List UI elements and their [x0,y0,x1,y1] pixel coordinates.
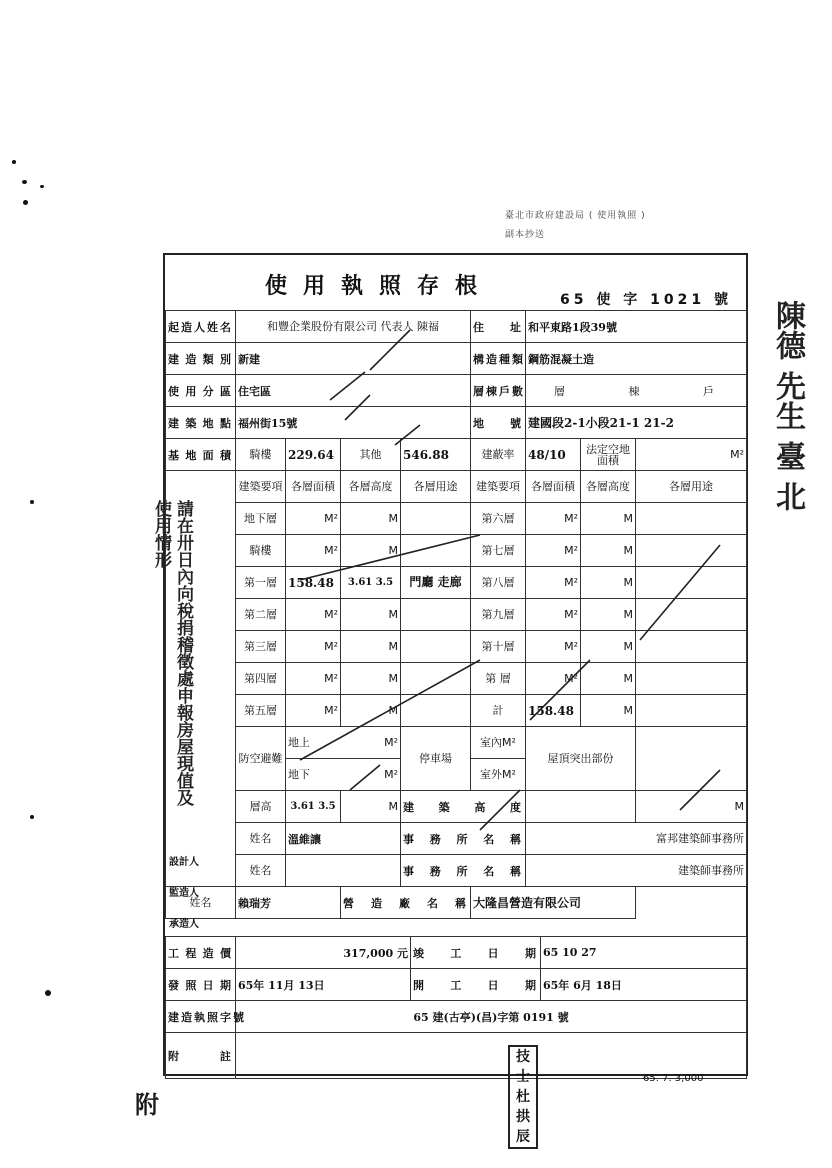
first-floor-height: 3.61 3.5 [341,567,401,599]
height-unit: M [581,695,636,727]
shelter-label: 防空避難 [236,727,286,791]
total-area: 158.48 [526,695,581,727]
area-unit: M² [286,503,341,535]
contractor-firm-label: 營造廠名稱 [341,887,471,919]
start-value: 65年 6月 18日 [541,969,747,1001]
building-type-value: 新建 [236,343,471,375]
col-area-right: 各層面積 [526,471,581,503]
address-label: 住址 [471,311,526,343]
row-label-left: 第四層 [236,663,286,695]
address-value: 和平東路1段39號 [526,311,747,343]
doc-number: 65 使 字 1021 號 [560,292,732,308]
stroke [640,545,720,640]
col-items-right: 建築要項 [471,471,526,503]
roof-label: 屋頂突出部份 [526,727,636,791]
height-unit: M [581,599,636,631]
right-margin-note: 陳德 先生 臺 北 [770,300,805,512]
left-margin-note: 請在卅日內向稅捐稽徵處申報房屋現值及使用情形 [151,500,193,806]
col-height-left: 各層高度 [341,471,401,503]
supervisor-office-label: 事務所名稱 [401,855,526,887]
form-title: 使用執照存根 [265,273,494,299]
coverage-value: 48/10 [526,439,581,471]
area-label: 基地面積 [166,439,236,471]
cost-value: 317,000 [343,946,394,960]
story-height-label: 層高 [236,791,286,823]
area-unit: M² [286,663,341,695]
area-unit: M² [526,663,581,695]
area-unit: M² [526,599,581,631]
stamp-line-2: 副本抄送 [505,230,546,240]
height-unit: M [581,567,636,599]
row-label-left: 第五層 [236,695,286,727]
lot-value: 建國段2-1小段21-1 21-2 [526,407,747,439]
stroke [300,535,480,580]
col-use-left: 各層用途 [401,471,471,503]
site-value: 福州街15號 [236,407,471,439]
indoor-unit: M² [502,736,516,749]
below-unit: M² [384,768,398,781]
building-type-label: 建造類別 [166,343,236,375]
area-unit: M² [286,695,341,727]
floors-value: 層 棟 戶 [526,375,747,407]
supervisor-name-label: 姓名 [236,855,286,887]
row-label-right: 第 層 [471,663,526,695]
first-floor-use: 門廳 走廊 [401,567,471,599]
col-area-left: 各層面積 [286,471,341,503]
above-unit: M² [384,736,398,749]
height-unit: M [341,503,401,535]
designer-label: 設計人 [169,857,199,868]
print-mark: 65. 7. 3,000 [643,1073,704,1084]
height-unit: M [581,535,636,567]
row-label-right: 第七層 [471,535,526,567]
parking-label: 停車場 [401,727,471,791]
complete-label: 竣工日期 [411,937,541,969]
building-height-unit: M [636,791,747,823]
arcade-label: 騎樓 [236,439,286,471]
contractor-label: 承造人 [169,919,199,930]
height-unit: M [341,535,401,567]
bottom-left-mark: 附 [135,1090,159,1119]
story-height-unit: M [341,791,401,823]
designer-office: 富邦建築師事務所 [526,823,747,855]
stroke [480,790,520,830]
row-label-right: 第六層 [471,503,526,535]
stroke [395,425,420,445]
stroke [680,770,720,810]
stroke [330,372,365,400]
designer-name-label: 姓名 [236,823,286,855]
structure-label: 構造種類 [471,343,526,375]
coverage-label: 建蔽率 [471,439,526,471]
contractor-name-label: 姓名 [166,887,236,919]
permit-label: 建造執照字號 [166,1001,236,1033]
stroke [370,330,410,370]
area-unit: M² [286,631,341,663]
row-label-left: 第二層 [236,599,286,631]
building-height-label: 建築高度 [401,791,526,823]
above-label: 地上 [288,736,310,749]
outdoor-label: 室外 [480,768,503,781]
inspector-stamp: 技士 杜拱辰 [508,1045,538,1149]
height-unit: M [341,663,401,695]
area-unit: M² [286,599,341,631]
zone-value: 住宅區 [236,375,471,407]
complete-value: 65 10 27 [541,937,747,969]
row-label-right: 第八層 [471,567,526,599]
height-unit: M [341,631,401,663]
row-label-right: 計 [471,695,526,727]
row-label-right: 第十層 [471,631,526,663]
floors-label: 層棟戶數 [471,375,526,407]
permit-value: 65 建(古亭)(昌)字第 0191 號 [236,1001,747,1033]
applicant-value: 和豐企業股份有限公司 代表人 陳福 [236,311,471,343]
col-use-right: 各層用途 [636,471,747,503]
stroke [345,395,370,420]
stroke [300,660,480,760]
legal-space-label: 法定空地面積 [581,439,636,471]
area-unit: M² [286,535,341,567]
arcade-value: 229.64 [286,439,341,471]
supervisor-office: 建築師事務所 [526,855,747,887]
other-label: 其他 [341,439,401,471]
first-floor-area: 158.48 [286,567,341,599]
zone-label: 使用分區 [166,375,236,407]
col-height-right: 各層高度 [581,471,636,503]
legal-space-unit: M² [636,439,747,471]
area-unit: M² [526,631,581,663]
site-label: 建築地點 [166,407,236,439]
height-unit: M [341,695,401,727]
height-unit: M [581,631,636,663]
cost-unit: 元 [397,946,408,960]
start-label: 開工日期 [411,969,541,1001]
story-height-value: 3.61 3.5 [286,791,341,823]
row-label-left: 地下層 [236,503,286,535]
stroke [350,765,380,790]
issue-label: 發照日期 [166,969,236,1001]
height-unit: M [581,663,636,695]
other-value: 546.88 [401,439,471,471]
area-unit: M² [526,503,581,535]
cost-label: 工程造價 [166,937,236,969]
row-label-left: 第三層 [236,631,286,663]
designer-name: 溫維讓 [286,823,401,855]
designer-office-label: 事務所名稱 [401,823,526,855]
height-unit: M [581,503,636,535]
structure-value: 鋼筋混凝土造 [526,343,747,375]
below-label: 地下 [288,768,310,781]
issue-value: 65年 11月 13日 [236,969,411,1001]
contractor-firm: 大隆昌營造有限公司 [471,887,636,919]
notes-label: 附註 [166,1033,236,1079]
supervisor-label: 監造人 [169,888,199,899]
outdoor-unit: M² [502,768,516,781]
contractor-name: 賴瑞芳 [236,887,341,919]
area-unit: M² [526,535,581,567]
height-unit: M [341,599,401,631]
col-items-left: 建築要項 [236,471,286,503]
row-label-left: 騎樓 [236,535,286,567]
area-unit: M² [526,567,581,599]
stroke [530,660,590,720]
applicant-label: 起造人姓名 [166,311,236,343]
row-label-right: 第九層 [471,599,526,631]
row-label-left: 第一層 [236,567,286,599]
indoor-label: 室內 [480,736,503,749]
stamp-line-1: 臺北市政府建設局 ( 使用執照 ) [505,211,646,221]
lot-label: 地號 [471,407,526,439]
